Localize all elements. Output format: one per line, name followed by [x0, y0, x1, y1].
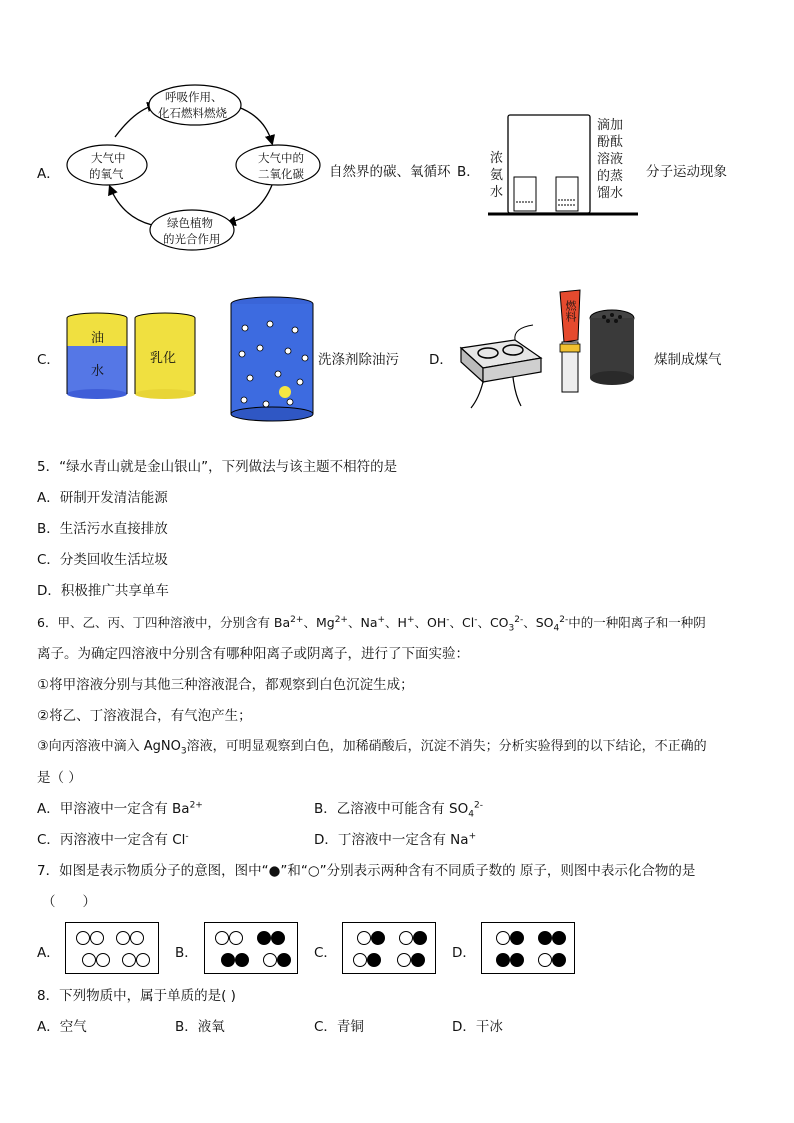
atom-black [221, 953, 235, 967]
atom-white [215, 931, 229, 945]
coal-briquette [586, 308, 638, 388]
cycle-node-respiration-1: 呼吸作用、 [165, 90, 223, 104]
cycle-node-respiration-2: 化石燃料燃烧 [158, 106, 227, 120]
q7-stem: 7．如图是表示物质分子的意图，图中“●”和“○”分别表示两种含有不同质子数的 原子，则图中表示化合物的是 [37, 863, 696, 879]
q6-option-c[interactable]: C．丙溶液中一定含有 Cl- [37, 831, 189, 848]
q7-box-c[interactable] [342, 922, 436, 974]
atom-black [277, 953, 291, 967]
atom-black [367, 953, 381, 967]
q7-option-c-label[interactable]: C． [314, 945, 337, 961]
atom-black [510, 953, 524, 967]
q6-option-d[interactable]: D．丁溶液中一定含有 Na+ [314, 831, 477, 848]
cycle-node-plants-1: 绿色植物 [167, 216, 213, 230]
beaker-oil-label: 油 [91, 331, 105, 346]
atom-white [90, 931, 104, 945]
q6-step3-end: 是（ ） [37, 770, 82, 786]
cycle-node-co2-2: 二氧化碳 [258, 167, 304, 181]
atom-white [136, 953, 150, 967]
q5-option-d[interactable]: D．积极推广共享单车 [37, 583, 169, 599]
beaker-water-label: 水 [91, 364, 105, 379]
q4-option-c-label: C． [37, 352, 60, 368]
atom-black [538, 931, 552, 945]
beaker-oil-water [66, 312, 128, 400]
cycle-node-o2-2: 的氧气 [89, 167, 124, 181]
atom-white [496, 931, 510, 945]
atom-white [229, 931, 243, 945]
q6-step2: ②将乙、丁溶液混合，有气泡产生； [37, 708, 252, 724]
q4-option-a-label: A． [37, 166, 60, 182]
q8-stem: 8．下列物质中，属于单质的是( ) [37, 988, 236, 1004]
stove-cartoon [453, 320, 548, 415]
atom-white [96, 953, 110, 967]
atom-black [411, 953, 425, 967]
q8-option-b[interactable]: B．液氧 [175, 1019, 225, 1035]
atom-white [397, 953, 411, 967]
q7-option-b-label[interactable]: B． [175, 945, 198, 961]
q5-option-a[interactable]: A．研制开发清洁能源 [37, 490, 168, 506]
q5-stem: 5．“绿水青山就是金山银山”，下列做法与该主题不相符的是 [37, 459, 398, 475]
torch-fuel-label: 燃料 [564, 300, 577, 322]
q4-option-b-caption: 分子运动现象 [646, 164, 727, 180]
q7-option-a-label[interactable]: A． [37, 945, 60, 961]
atom-white [116, 931, 130, 945]
q7-box-d[interactable] [481, 922, 575, 974]
q6-step3: ③向丙溶液中滴入 AgNO$_3$溶液，可明显观察到白色，加稀硝酸后，沉淀不消失；分析实验得到的以下结论，不正确的 [37, 739, 707, 757]
q5-option-b[interactable]: B．生活污水直接排放 [37, 521, 168, 537]
q8-option-c[interactable]: C．青铜 [314, 1019, 364, 1035]
cycle-node-plants-2: 的光合作用 [163, 232, 221, 246]
atom-black [257, 931, 271, 945]
q6-step1: ①将甲溶液分别与其他三种溶液混合，都观察到白色沉淀生成； [37, 677, 414, 693]
q5-option-c[interactable]: C．分类回收生活垃圾 [37, 552, 168, 568]
q6-option-b[interactable]: B．乙溶液中可能含有 $SO_4^{2-}$ [314, 800, 483, 820]
bell-jar-left-label: 浓 氨 水 [490, 151, 504, 200]
cycle-node-co2-1: 大气中的 [258, 151, 304, 165]
cycle-node-o2-1: 大气中 [91, 151, 126, 165]
q4-option-b-label: B． [457, 164, 480, 180]
bell-jar-right-label: 滴加 酚酞 溶液 的蒸 馏水 [597, 118, 624, 201]
q6-stem-line1: 6．甲、乙、丙、丁四种溶液中，分别含有 $Ba^{2+}$、$Mg^{2+}$、Na+、H+、OH-、Cl-、$CO_3^{2-}$、$SO_4^{2-}$中的一种阳离子和一种阴 [37, 614, 706, 634]
atom-white [263, 953, 277, 967]
atom-white [82, 953, 96, 967]
atom-black [371, 931, 385, 945]
q4-option-d-caption: 煤制成煤气 [654, 352, 722, 368]
q4-option-d-label: D． [429, 352, 453, 368]
atom-white [130, 931, 144, 945]
atom-white [76, 931, 90, 945]
atom-black [496, 953, 510, 967]
atom-black [235, 953, 249, 967]
atom-black [552, 953, 566, 967]
q8-option-a[interactable]: A．空气 [37, 1019, 87, 1035]
q7-option-d-label[interactable]: D． [452, 945, 476, 961]
q4-option-a-caption: 自然界的碳、氧循环 [329, 164, 451, 180]
q7-box-a[interactable] [65, 922, 159, 974]
q4-option-c-caption: 洗涤剂除油污 [318, 352, 399, 368]
atom-white [399, 931, 413, 945]
atom-black [510, 931, 524, 945]
atom-white [122, 953, 136, 967]
q8-option-d[interactable]: D．干冰 [452, 1019, 503, 1035]
atom-black [271, 931, 285, 945]
atom-white [357, 931, 371, 945]
atom-black [413, 931, 427, 945]
q6-stem-line2: 离子。为确定四溶液中分别含有哪种阳离子或阴离子，进行了下面实验： [37, 646, 469, 662]
q7-paren: （ ） [42, 894, 96, 910]
atom-black [552, 931, 566, 945]
atom-white [353, 953, 367, 967]
detergent-cylinder [230, 296, 315, 424]
atom-white [538, 953, 552, 967]
q6-option-a[interactable]: A．甲溶液中一定含有 $Ba^{2+}$ [37, 800, 203, 817]
beaker-emulsion-label: 乳化 [150, 351, 177, 366]
q7-box-b[interactable] [204, 922, 298, 974]
